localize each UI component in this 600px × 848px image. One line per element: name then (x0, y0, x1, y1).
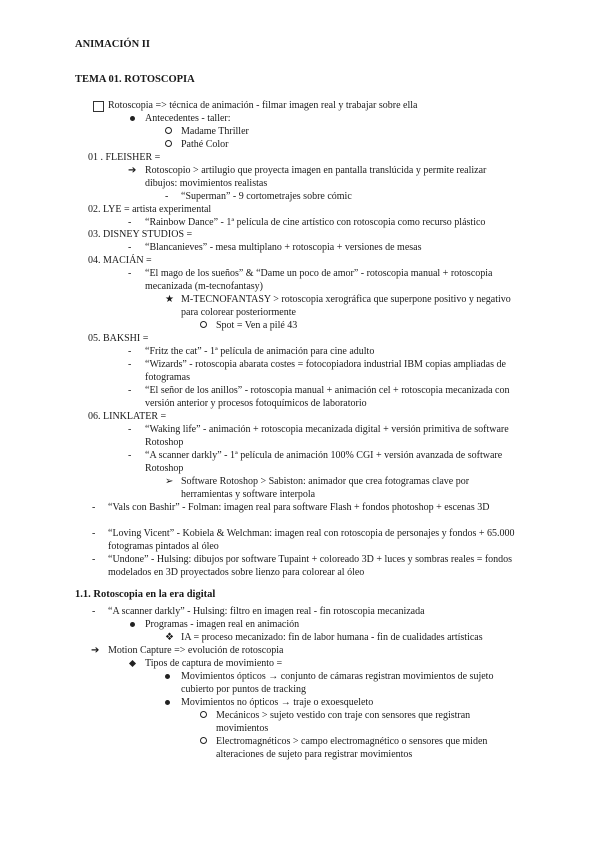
list-item: Motion Capture => evolución de rotoscopia (108, 645, 284, 656)
bullet-circle-icon (165, 138, 172, 151)
section-heading-digital: 1.1. Rotoscopia en la era digital (75, 589, 216, 600)
dash-bullet-icon: - (92, 554, 96, 565)
bullet-dot-icon (165, 696, 170, 709)
bullet-dot-icon (165, 670, 170, 683)
list-item: “Loving Vicent” - Kobiela & Welchman: imagen real con rotoscopia de personajes y fondos + 65.000 fotogramas pintados al óleo (108, 528, 515, 552)
list-item: Mecánicos > sujeto vestido con traje con sensores que registran movimientos (216, 710, 471, 734)
list-item: “Undone” - Hulsing: dibujos por software Tupaint + coloreado 3D + luces y sombras reales = fondos modelados en 3D proyectados sobre lienzo para colorear al óleo (108, 554, 513, 578)
list-item: “Superman” - 9 cortometrajes sobre cómic (181, 191, 352, 202)
dash-bullet-icon: - (128, 450, 132, 461)
list-item: 03. DISNEY STUDIOS = (88, 229, 193, 240)
list-item: “A scanner darkly” - 1ª película de animación 100% CGI + versión avanzada de software Rotoshop (145, 450, 503, 474)
bullet-circle-icon (200, 709, 207, 722)
bullet-dot-icon (130, 112, 135, 125)
dash-bullet-icon: - (128, 385, 132, 396)
list-item: Antecedentes - taller: (145, 113, 231, 124)
bullet-circle-icon (200, 319, 207, 332)
arrowhead-bullet-icon: ➢ (165, 476, 174, 487)
dash-bullet-icon: - (128, 242, 132, 253)
list-item: Programas - imagen real en animación (145, 619, 300, 630)
arrow-bullet-icon: ➔ (91, 645, 100, 656)
dash-bullet-icon: - (128, 424, 132, 435)
list-item: Tipos de captura de movimiento = (145, 658, 283, 669)
list-item: Electromagnéticos > campo electromagnético o sensores que miden alteraciones de sujeto para registrar movimientos (216, 736, 488, 760)
list-item: “El mago de los sueños” & “Dame un poco de amor” - rotoscopia manual + rotoscopia mecanizada (m-tecnofantasy) (145, 268, 493, 292)
list-item: “Blancanieves” - mesa multiplano + rotoscopia + versiones de mesas (145, 242, 422, 253)
list-item: “Waking life” - animación + rotoscopia mecanizada digital + versión primitiva de software Rotoshop (145, 424, 509, 448)
dash-bullet-icon: - (128, 217, 132, 228)
bullet-circle-icon (165, 125, 172, 138)
list-item: “Rainbow Dance” - 1ª película de cine artístico con rotoscopia como recurso plástico (145, 217, 486, 228)
arrow-bullet-icon: ➔ (128, 165, 137, 176)
list-item: “Wizards” - rotoscopia abarata costes = fotocopiadora industrial IBM copias ampliadas de fotogramas (145, 359, 506, 383)
list-item: 06. LINKLATER = (88, 411, 167, 422)
list-item: Rotoscopio > artilugio que proyecta imagen en pantalla translúcida y permite realizar dibujos: movimientos realistas (145, 165, 487, 189)
dash-bullet-icon: - (92, 528, 96, 539)
list-item: Rotoscopia => técnica de animación - filmar imagen real y trabajar sobre ella (108, 100, 418, 111)
bullet-circle-icon (200, 735, 207, 748)
list-item: Spot = Ven a pilé 43 (216, 320, 298, 331)
checkbox-icon[interactable] (93, 101, 104, 112)
list-item: Madame Thriller (181, 126, 249, 137)
list-item: IA = proceso mecanizado: fin de labor humana - fin de cualidades artísticas (181, 632, 483, 643)
list-item: Pathé Color (181, 139, 229, 150)
list-item: “Vals con Bashir” - Folman: imagen real para software Flash + fondos photoshop + escenas 3D (108, 502, 490, 513)
list-item: “El señor de los anillos” - rotoscopia manual + animación cel + rotoscopia mecanizada con versión anterior y procesos fotoquímicos de laboratorio (145, 385, 510, 409)
diamond-bullet-icon: ❖ (165, 632, 174, 643)
dash-bullet-icon: - (92, 502, 96, 513)
list-item: Movimientos ópticos → conjunto de cámaras registran movimientos de sujeto cubierto por puntos de tracking (181, 671, 494, 695)
list-item: “A scanner darkly” - Hulsing: filtro en imagen real - fin rotoscopia mecanizada (108, 606, 425, 617)
dash-bullet-icon: - (128, 359, 132, 370)
list-item: 04. MACIÁN = (88, 255, 152, 266)
dash-bullet-icon: - (165, 191, 169, 202)
square-bullet-icon (130, 657, 135, 670)
list-item: M-TECNOFANTASY > rotoscopia xerográfica que superpone positivo y negativo para colorear posteriormente (181, 294, 511, 318)
star-bullet-icon: ★ (165, 294, 174, 305)
dash-bullet-icon: - (92, 606, 96, 617)
list-item: Software Rotoshop > Sabiston: animador que crea fotogramas clave por herramientas y software interpola (181, 476, 470, 500)
list-item: 05. BAKSHI = (88, 333, 149, 344)
list-item: Movimientos no ópticos → traje o exoesqueleto (181, 697, 374, 708)
document-title: ANIMACIÓN II (75, 39, 150, 50)
dash-bullet-icon: - (128, 346, 132, 357)
list-item: “Fritz the cat” - 1ª película de animación para cine adulto (145, 346, 375, 357)
list-item: 01 . FLEISHER = (88, 152, 161, 163)
bullet-dot-icon (130, 618, 135, 631)
dash-bullet-icon: - (128, 268, 132, 279)
list-item: 02. LYE = artista experimental (88, 204, 212, 215)
section-heading-tema: TEMA 01. ROTOSCOPIA (75, 74, 195, 85)
